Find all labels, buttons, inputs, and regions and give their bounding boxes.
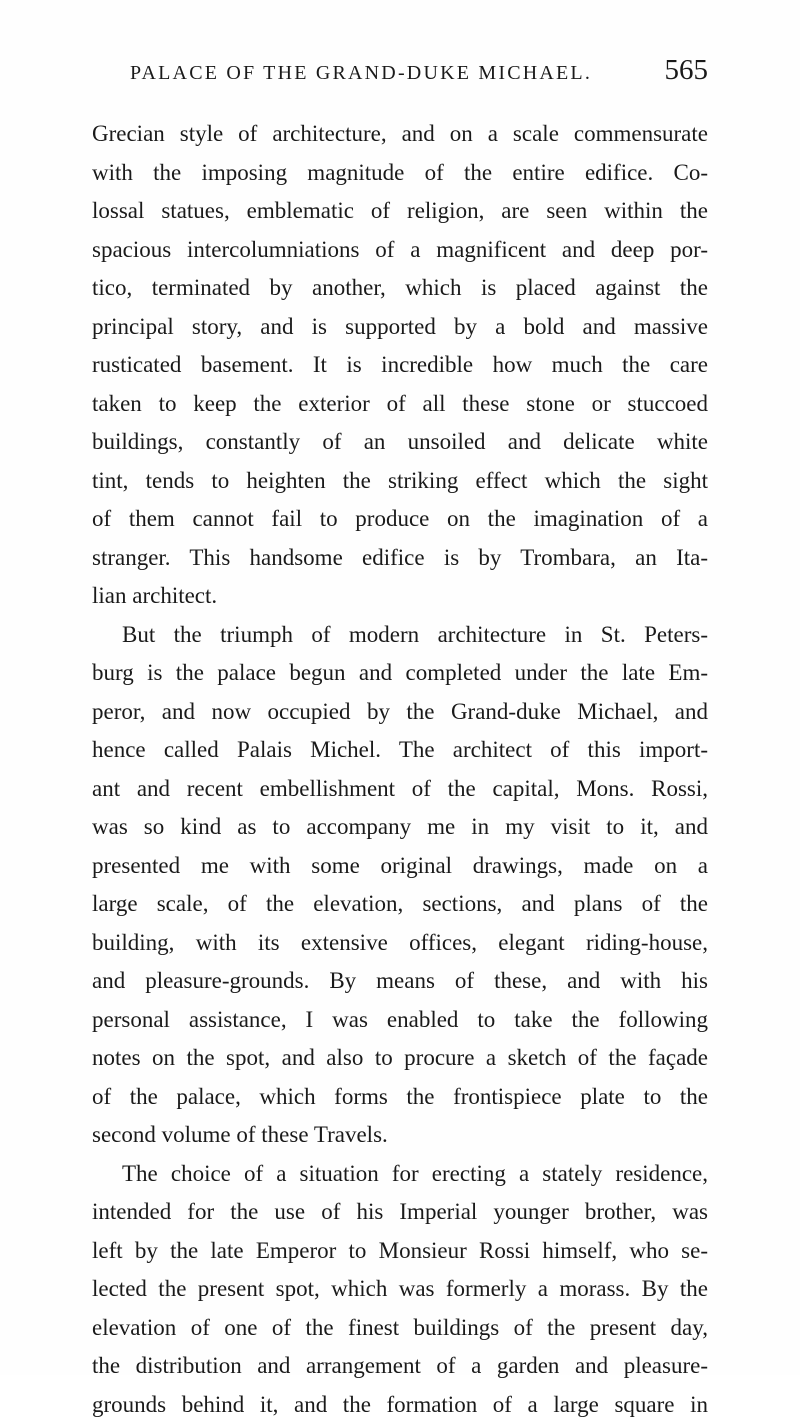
text-line: buildings, constantly of an unsoiled and delicate white	[92, 423, 708, 462]
text-line: building, with its extensive offices, elegant riding-house,	[92, 924, 708, 963]
text-line: principal story, and is supported by a bold and massive	[92, 308, 708, 347]
running-head	[92, 56, 708, 92]
text-line: of them cannot fail to produce on the imagination of a	[92, 500, 708, 539]
text-line: grounds behind it, and the formation of a large square in	[92, 1386, 708, 1424]
text-line: of the palace, which forms the frontispiece plate to the	[92, 1078, 708, 1117]
text-line: intended for the use of his Imperial younger brother, was	[92, 1193, 708, 1232]
text-line: lian architect.	[92, 577, 708, 616]
text-line: tint, tends to heighten the striking effect which the sight	[92, 462, 708, 501]
text-line: large scale, of the elevation, sections, and plans of the	[92, 885, 708, 924]
text-line: hence called Palais Michel. The architect of this import-	[92, 731, 708, 770]
text-line: spacious intercolumniations of a magnificent and deep por-	[92, 231, 708, 270]
running-title: PALACE OF THE GRAND-DUKE MICHAEL.	[130, 62, 592, 85]
text-line: lossal statues, emblematic of religion, are seen within the	[92, 192, 708, 231]
text-line: elevation of one of the finest buildings of the present day,	[92, 1309, 708, 1348]
text-line: presented me with some original drawings, made on a	[92, 847, 708, 886]
text-line: left by the late Emperor to Monsieur Rossi himself, who se-	[92, 1232, 708, 1271]
body-text	[92, 115, 708, 1424]
text-line: peror, and now occupied by the Grand-duke Michael, and	[92, 693, 708, 732]
text-line: Grecian style of architecture, and on a scale commensurate	[92, 115, 708, 154]
text-line: stranger. This handsome edifice is by Trombara, an Ita-	[92, 539, 708, 578]
text-line: the distribution and arrangement of a garden and pleasure-	[92, 1347, 708, 1386]
text-line: lected the present spot, which was formerly a morass. By the	[92, 1270, 708, 1309]
text-line: personal assistance, I was enabled to take the following	[92, 1001, 708, 1040]
text-line: burg is the palace begun and completed under the late Em-	[92, 654, 708, 693]
text-line: The choice of a situation for erecting a stately residence,	[92, 1155, 708, 1194]
text-line: tico, terminated by another, which is placed against the	[92, 269, 708, 308]
page-number: 565	[665, 54, 709, 87]
text-line: notes on the spot, and also to procure a sketch of the façade	[92, 1039, 708, 1078]
text-line: second volume of these Travels.	[92, 1116, 708, 1155]
text-line: and pleasure-grounds. By means of these, and with his	[92, 962, 708, 1001]
text-line: was so kind as to accompany me in my visit to it, and	[92, 808, 708, 847]
text-line: with the imposing magnitude of the entire edifice. Co-	[92, 154, 708, 193]
text-line: But the triumph of modern architecture in St. Peters-	[92, 616, 708, 655]
text-line: taken to keep the exterior of all these stone or stuccoed	[92, 385, 708, 424]
text-line: ant and recent embellishment of the capital, Mons. Rossi,	[92, 770, 708, 809]
text-line: rusticated basement. It is incredible how much the care	[92, 346, 708, 385]
